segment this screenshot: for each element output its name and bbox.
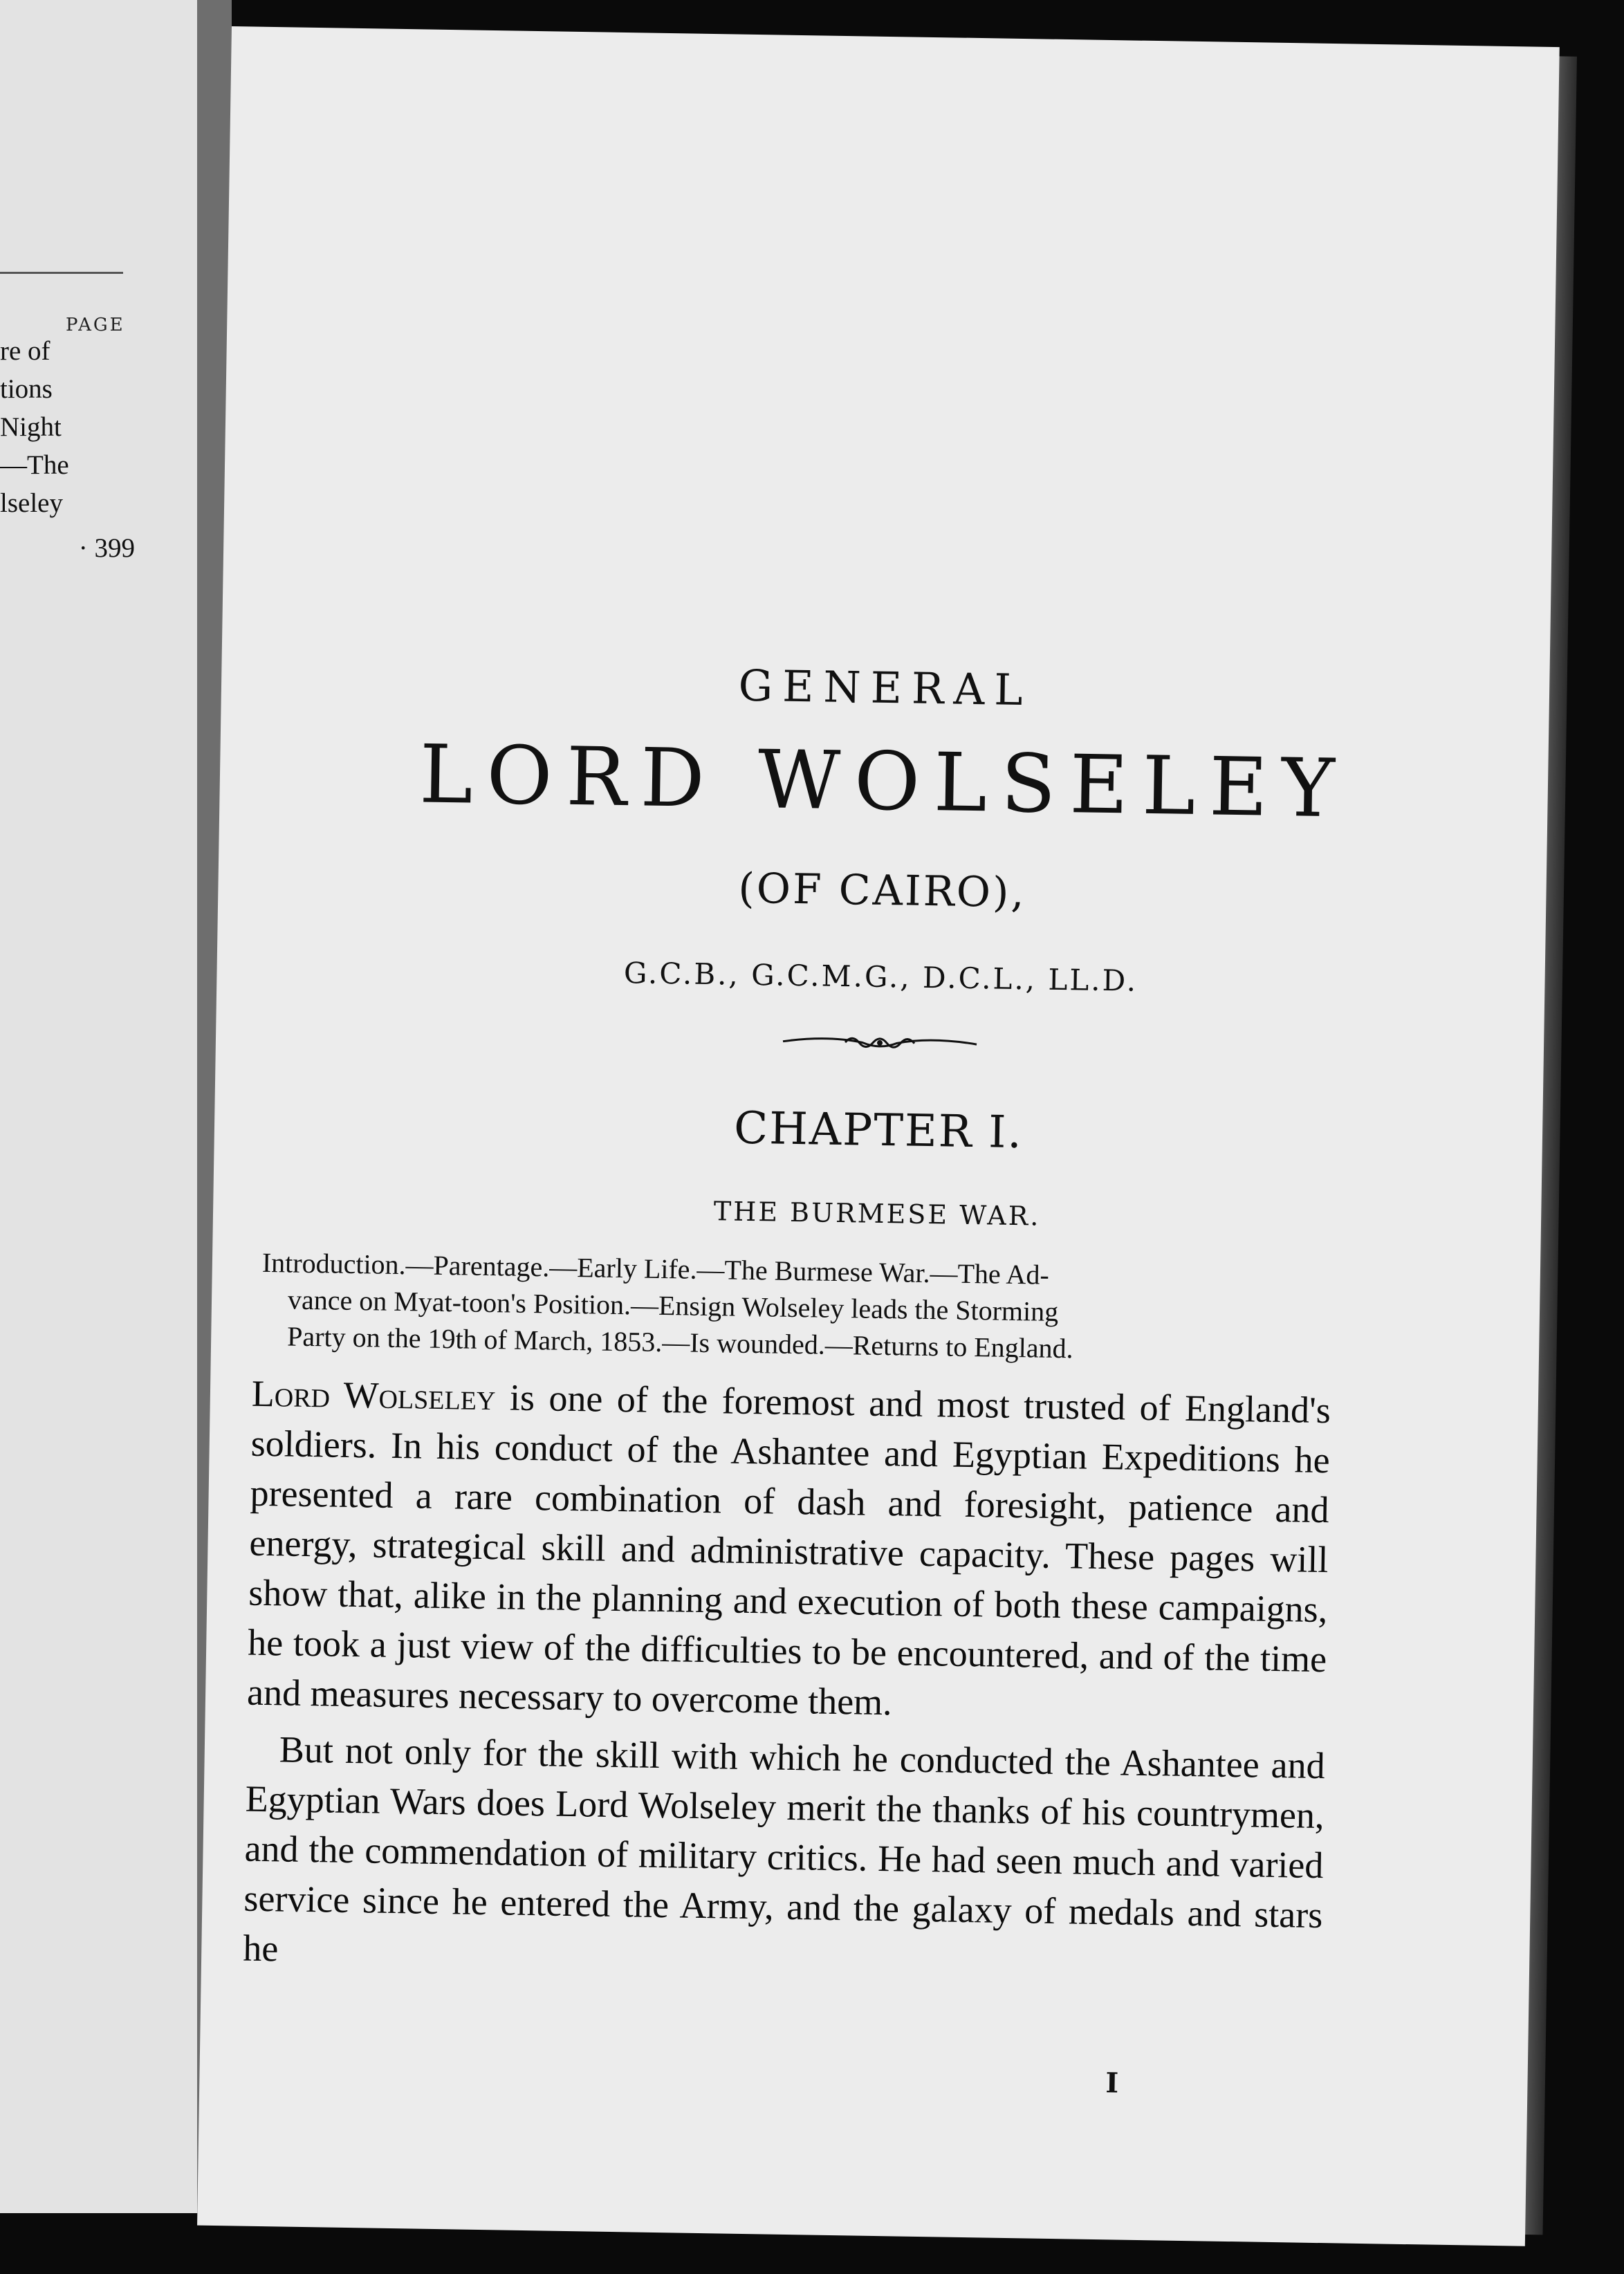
left-page-fragment [0,0,197,2213]
title-of-cairo: (OF CAIRO), [737,864,1027,918]
folio-number: I [1105,2067,1119,2100]
summary-line: vance on Myat-toon's Position.—Ensign Wolseley leads the Storming [287,1284,1059,1328]
summary-line: Introduction.—Parentage.—Early Life.—The Burmese War.—The Ad- [261,1246,1050,1291]
left-line-5: lseley [0,488,63,518]
ornament-flourish-icon [216,1022,1544,1066]
right-page [197,26,1560,2246]
summary-line: Party on the 19th of March, 1853.—Is wounded.—Returns to England. [286,1320,1073,1365]
paragraph-1-text: is one of the foremost and most trusted of England's soldiers. In his conduct of the Ashantee and Egyptian Expeditions he presented a rare combination of dash and foresight, patience and energy, strategical skill and administrative capacity. These pages will show that, alike in the planning and execution of both these campaigns, he took a just view of the difficulties to be encountered, and of the time and measures necessary to overcome them. [246,1376,1331,1723]
chapter-summary [261,1244,1327,1371]
divider-rule [0,272,123,274]
body-text [243,1369,1331,1997]
left-page-number: · 399 [78,533,135,563]
left-line-4: —The [0,450,69,480]
left-line-3: Night [0,412,62,442]
title-degrees: G.C.B., G.C.M.G., D.C.L., LL.D. [623,956,1138,998]
title-general: GENERAL [738,660,1033,716]
page-column-label: PAGE [66,315,125,335]
paragraph-2: But not only for the skill with which he conducted the Ashantee and Egyptian Wars does Lord Wolseley merit the thanks of his countrymen, and the commendation of military critics. He had seen much and varied service since he entered the Army, and the galaxy of medals and stars he [242,1728,1326,1970]
lead-in-small-caps: Lord Wolseley [251,1372,496,1418]
chapter-heading: CHAPTER I. [733,1102,1024,1159]
chapter-subtitle: THE BURMESE WAR. [713,1196,1041,1232]
left-line-2: tions [0,374,53,404]
title-name: LORD WOLSELEY [418,728,1349,836]
left-line-1: re of [0,336,50,366]
paragraph-1 [247,1369,1331,1734]
